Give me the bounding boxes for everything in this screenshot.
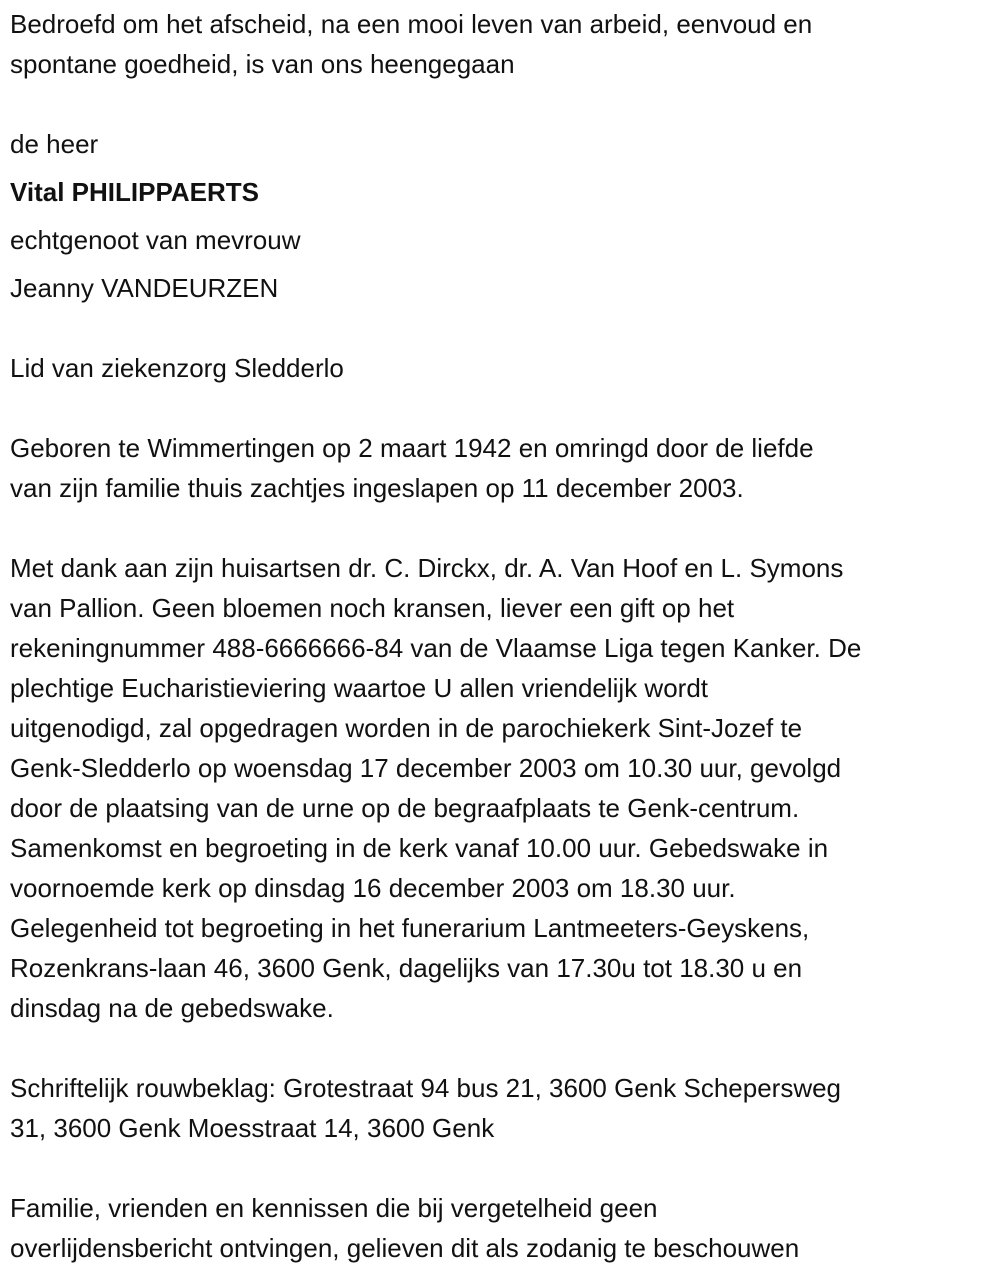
text-line: door de plaatsing van de urne op de begraafplaats te Genk-centrum. bbox=[10, 793, 800, 823]
text-line: Geboren te Wimmertingen op 2 maart 1942 en omringd door de liefde bbox=[10, 433, 814, 463]
text-line: Met dank aan zijn huisartsen dr. C. Dirckx, dr. A. Van Hoof en L. Symons bbox=[10, 553, 844, 583]
text-line: Bedroefd om het afscheid, na een mooi leven van arbeid, eenvoud en bbox=[10, 9, 813, 39]
text-line: uitgenodigd, zal opgedragen worden in de parochiekerk Sint-Jozef te bbox=[10, 713, 803, 743]
text-line: plechtige Eucharistieviering waartoe U allen vriendelijk wordt bbox=[10, 673, 709, 703]
details-paragraph bbox=[10, 548, 1000, 1028]
text-line: Genk-Sledderlo op woensdag 17 december 2003 om 10.30 uur, gevolgd bbox=[10, 753, 842, 783]
text-line: van Pallion. Geen bloemen noch kransen, liever een gift op het bbox=[10, 593, 735, 623]
closing-paragraph bbox=[10, 1188, 1000, 1268]
relation: echtgenoot van mevrouw bbox=[10, 225, 301, 255]
text-line: rekeningnummer 488-6666666-84 van de Vlaamse Liga tegen Kanker. De bbox=[10, 633, 862, 663]
condolences-paragraph bbox=[10, 1068, 1000, 1148]
text-line: spontane goedheid, is van ons heengegaan bbox=[10, 49, 515, 79]
deceased-block bbox=[10, 124, 1000, 312]
birth-paragraph bbox=[10, 428, 1000, 508]
text-line: Rozenkrans-laan 46, 3600 Genk, dagelijks van 17.30u tot 18.30 u en bbox=[10, 953, 803, 983]
text-line: Familie, vrienden en kennissen die bij vergetelheid geen bbox=[10, 1193, 658, 1223]
spouse-name: Jeanny VANDEURZEN bbox=[10, 273, 279, 303]
text-line: Samenkomst en begroeting in de kerk vanaf 10.00 uur. Gebedswake in bbox=[10, 833, 829, 863]
text-line: Gelegenheid tot begroeting in het funerarium Lantmeeters-Geyskens, bbox=[10, 913, 810, 943]
deceased-name: Vital PHILIPPAERTS bbox=[10, 177, 259, 207]
text-line: Schriftelijk rouwbeklag: Grotestraat 94 bus 21, 3600 Genk Schepersweg bbox=[10, 1073, 842, 1103]
intro-paragraph bbox=[10, 4, 1000, 84]
membership: Lid van ziekenzorg Sledderlo bbox=[10, 353, 344, 383]
text-line: voornoemde kerk op dinsdag 16 december 2003 om 18.30 uur. bbox=[10, 873, 736, 903]
text-line: dinsdag na de gebedswake. bbox=[10, 993, 334, 1023]
text-line: 31, 3600 Genk Moesstraat 14, 3600 Genk bbox=[10, 1113, 495, 1143]
salutation: de heer bbox=[10, 129, 99, 159]
text-line: van zijn familie thuis zachtjes ingeslapen op 11 december 2003. bbox=[10, 473, 744, 503]
text-line: overlijdensbericht ontvingen, gelieven dit als zodanig te beschouwen bbox=[10, 1233, 800, 1263]
